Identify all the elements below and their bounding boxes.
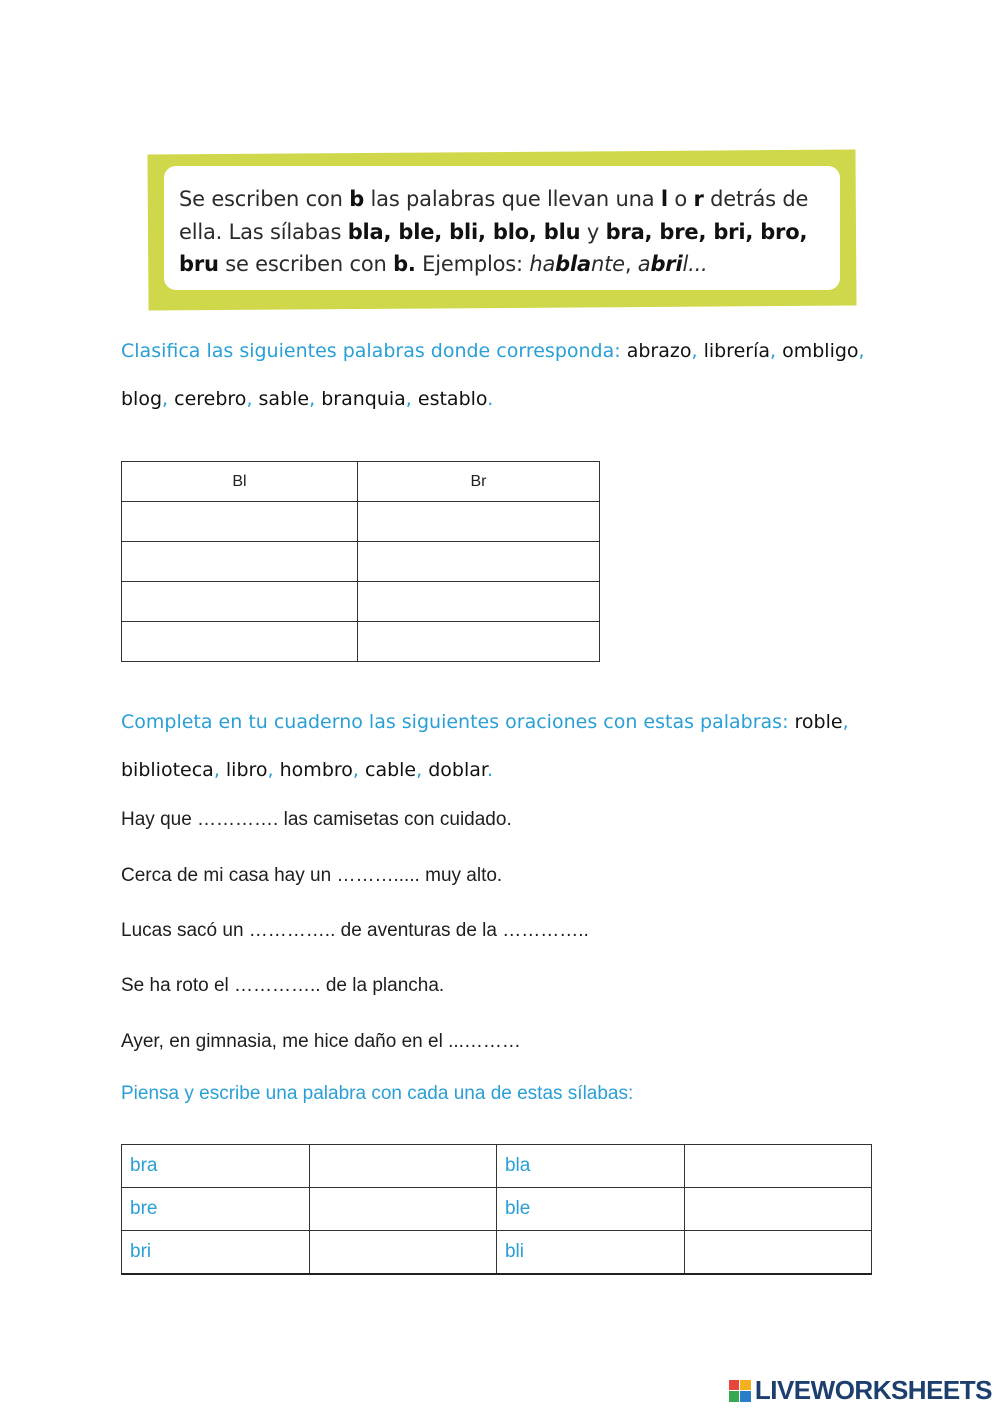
- syllable-label: bri: [122, 1231, 310, 1275]
- exercise1-instruction-line2: blog, cerebro, sable, branquia, establo.: [121, 388, 494, 410]
- logo-square-red: [729, 1380, 740, 1391]
- logo-square-blue: [740, 1391, 751, 1402]
- answer-cell-br[interactable]: [358, 582, 600, 622]
- logo-square-green: [729, 1391, 740, 1402]
- answer-cell-bl[interactable]: [122, 542, 358, 582]
- exercise1-instruction-line1: Clasifica las siguientes palabras donde corresponda: abrazo, librería, ombligo,: [121, 340, 865, 362]
- sentence-2: Cerca de mi casa hay un ………..... muy alto.: [121, 865, 503, 886]
- syllable-label: ble: [496, 1188, 684, 1231]
- logo-icon: [729, 1380, 751, 1402]
- exercise2-instruction-line2: biblioteca, libro, hombro, cable, doblar.: [121, 759, 494, 781]
- table-row: [122, 1231, 872, 1275]
- classify-table: [121, 461, 600, 662]
- answer-cell-bl[interactable]: [122, 622, 358, 662]
- table-row: [122, 1188, 872, 1231]
- sentence-1: Hay que …………. las camisetas con cuidado.: [121, 809, 512, 830]
- logo-text: LIVEWORKSHEETS: [754, 1375, 992, 1405]
- syllable-label: bli: [496, 1231, 684, 1275]
- syllable-answer-cell[interactable]: [684, 1231, 871, 1275]
- syllable-answer-cell[interactable]: [309, 1231, 496, 1275]
- exercise2-instruction-line1: Completa en tu cuaderno las siguientes oraciones con estas palabras: roble,: [121, 711, 849, 733]
- rule-text: Se escriben con b las palabras que llevan una l o r detrás de ella. Las sílabas bla, ble, bli, blo, blu y bra, bre, bri, bro, bru se escriben con b. Ejemplos: hablante, abril...: [179, 187, 809, 276]
- sentence-5: Ayer, en gimnasia, me hice daño en el ...………: [121, 1031, 521, 1052]
- sentence-3: Lucas sacó un ………….. de aventuras de la …………..: [121, 920, 589, 941]
- syllable-answer-cell[interactable]: [684, 1145, 871, 1188]
- exercise3-instruction: Piensa y escribe una palabra con cada una de estas sílabas:: [121, 1083, 634, 1104]
- answer-cell-bl[interactable]: [122, 582, 358, 622]
- table-row: [122, 502, 600, 542]
- answer-cell-bl[interactable]: [122, 502, 358, 542]
- header-br: Br: [358, 462, 600, 502]
- syllable-label: bre: [122, 1188, 310, 1231]
- liveworksheets-logo: [729, 1375, 992, 1406]
- answer-cell-br[interactable]: [358, 622, 600, 662]
- header-bl: Bl: [122, 462, 358, 502]
- sentence-4: Se ha roto el ………….. de la plancha.: [121, 975, 445, 996]
- syllable-answer-cell[interactable]: [309, 1188, 496, 1231]
- syllable-label: bra: [122, 1145, 310, 1188]
- syllable-answer-cell[interactable]: [684, 1188, 871, 1231]
- answer-cell-br[interactable]: [358, 542, 600, 582]
- table-row: [122, 542, 600, 582]
- syllables-table: [121, 1144, 872, 1275]
- syllable-answer-cell[interactable]: [309, 1145, 496, 1188]
- table-row: [122, 582, 600, 622]
- table-header-row: [122, 462, 600, 502]
- table-row: [122, 622, 600, 662]
- answer-cell-br[interactable]: [358, 502, 600, 542]
- logo-square-yellow: [740, 1380, 751, 1391]
- syllable-label: bla: [496, 1145, 684, 1188]
- table-row: [122, 1145, 872, 1188]
